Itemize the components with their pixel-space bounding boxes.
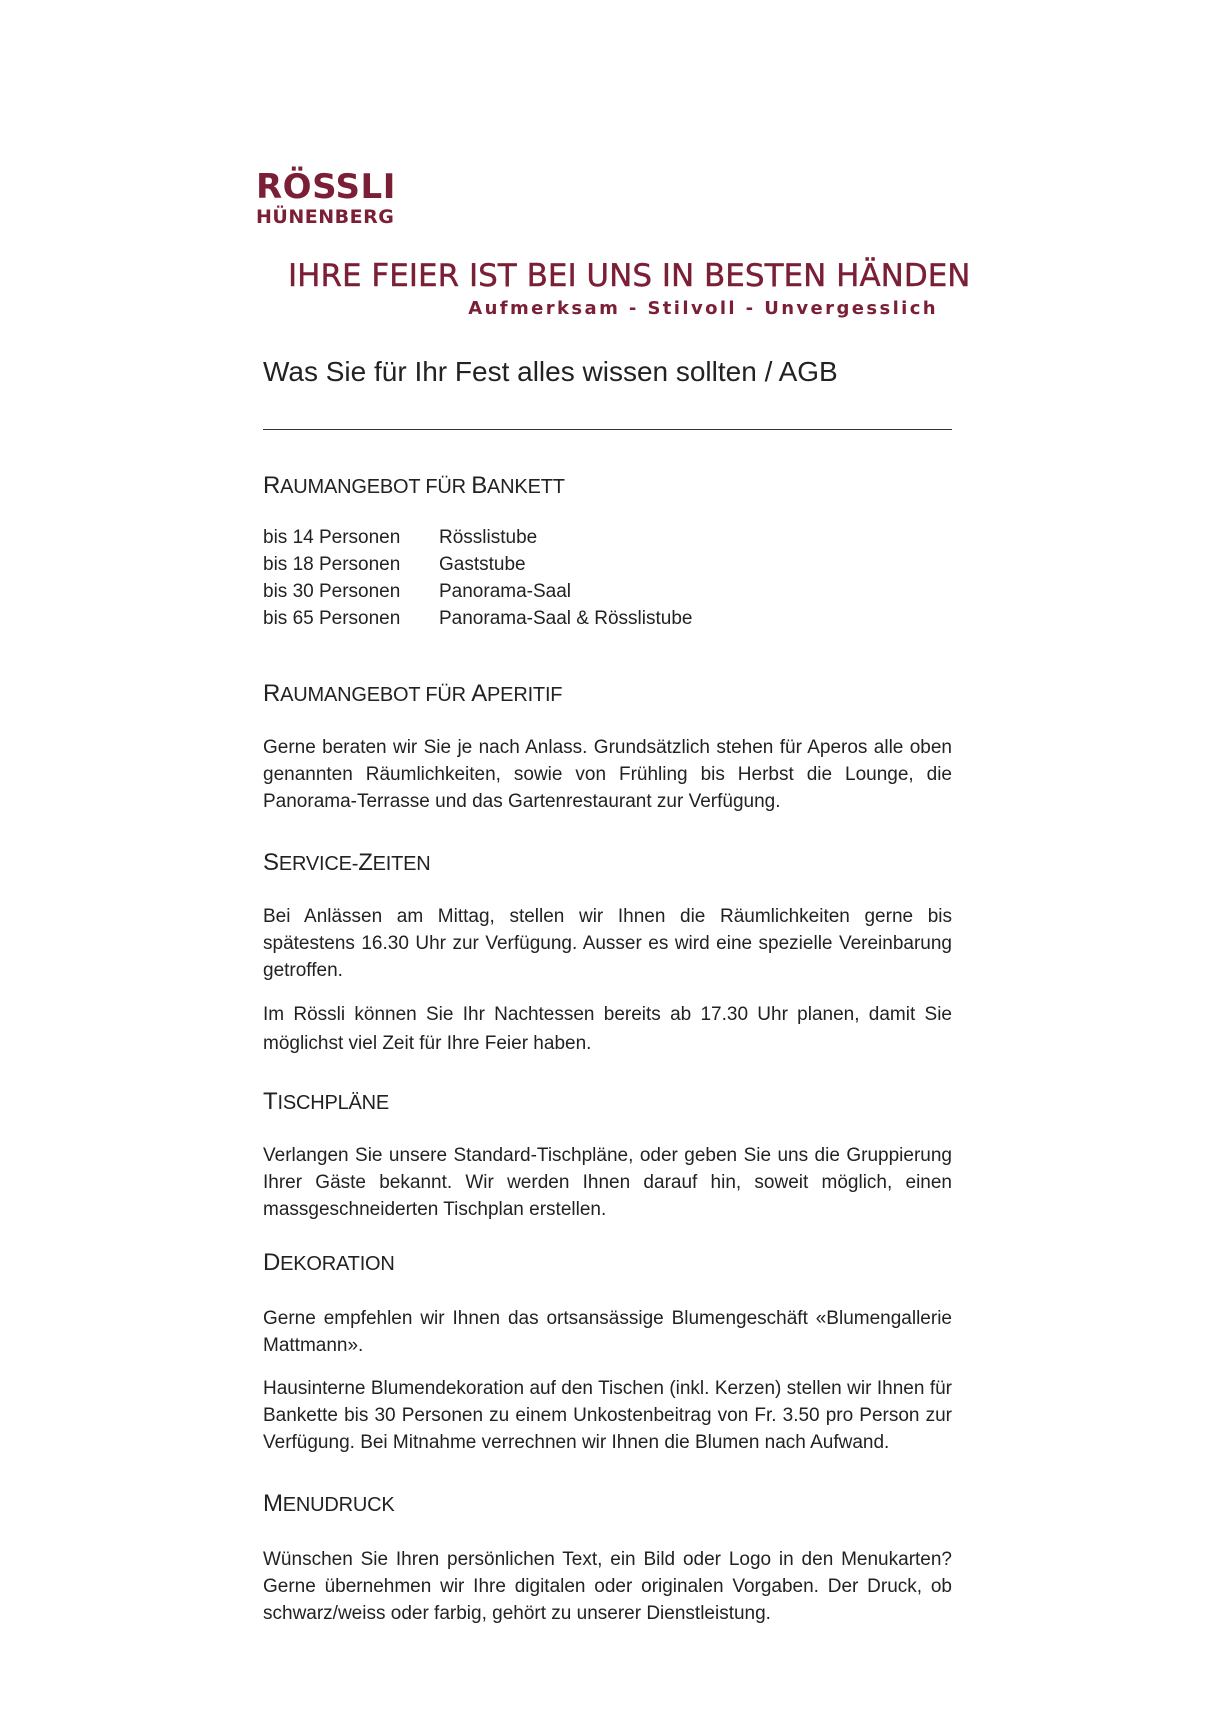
- tagline-sub: Aufmerksam - Stilvoll - Unvergesslich: [468, 298, 938, 319]
- room-persons: bis 30 Personen: [263, 580, 401, 602]
- heading-aperitif-rest1: AUMANGEBOT FÜR: [280, 683, 472, 706]
- service-text-2: Im Rössli können Sie Ihr Nachtessen bereits ab 17.30 Uhr planen, damit Sie möglichst viel Zeit für Ihre Feier haben.: [263, 1003, 952, 1054]
- heading-service-cap1: S: [263, 848, 279, 876]
- title-divider: [263, 429, 952, 430]
- heading-dekoration: [263, 1249, 952, 1277]
- heading-menudruck: [263, 1490, 952, 1518]
- roessli-logo: [256, 167, 396, 228]
- aperitif-text: Gerne beraten wir Sie je nach Anlass. Grundsätzlich stehen für Aperos alle oben genannten Räumlichkeiten, sowie von Frühling bis Herbst die Lounge, die Panorama-Terrasse und das Gartenrestaurant zur Verfügung.: [263, 736, 952, 812]
- room-persons: bis 65 Personen: [263, 607, 401, 629]
- heading-bankett-cap1: R: [263, 471, 281, 499]
- heading-tischplaene-rest1: ISCHPLÄNE: [277, 1091, 390, 1114]
- heading-bankett-rest1: AUMANGEBOT FÜR: [280, 475, 472, 498]
- heading-bankett-cap2: B: [471, 471, 488, 499]
- room-name: Panorama-Saal: [439, 580, 572, 602]
- table-row: [263, 524, 692, 551]
- heading-dekoration-cap1: D: [263, 1248, 281, 1276]
- table-row: [263, 605, 692, 632]
- heading-dekoration-rest1: EKORATION: [280, 1252, 395, 1275]
- tischplaene-text: Verlangen Sie unsere Standard-Tischpläne, oder geben Sie uns die Gruppierung Ihrer Gäste bekannt. Wir werden Ihnen darauf hin, soweit möglich, einen massgeschneiderten Tischplan erstellen.: [263, 1144, 952, 1220]
- logo-location: HÜNENBERG: [256, 206, 395, 228]
- heading-aperitif-cap2: A: [471, 679, 488, 707]
- content-column: [263, 355, 952, 1627]
- heading-aperitif-cap1: R: [263, 679, 281, 707]
- room-name: Rösslistube: [439, 526, 538, 548]
- heading-service-rest1: ERVICE-: [278, 852, 359, 875]
- tagline-main: IHRE FEIER IST BEI UNS IN BESTEN HÄNDEN: [288, 258, 971, 294]
- room-name: Gaststube: [439, 553, 526, 575]
- heading-aperitif: [263, 680, 952, 708]
- room-persons: bis 18 Personen: [263, 553, 401, 575]
- heading-service-cap2: Z: [358, 848, 373, 876]
- service-text-1: Bei Anlässen am Mittag, stellen wir Ihnen die Räumlichkeiten gerne bis spätestens 16.30 Uhr zur Verfügung. Ausser es wird eine spezielle Vereinbarung getroffen.: [263, 905, 952, 981]
- room-table: [263, 524, 692, 632]
- room-name: Panorama-Saal & Rösslistube: [439, 607, 693, 629]
- heading-tischplaene: [263, 1088, 952, 1116]
- heading-bankett: [263, 472, 952, 500]
- tagline: [288, 258, 971, 319]
- heading-aperitif-rest2: PERITIF: [487, 683, 563, 706]
- heading-service-rest2: EITEN: [372, 852, 431, 875]
- table-row: [263, 578, 692, 605]
- heading-bankett-rest2: ANKETT: [487, 475, 565, 498]
- table-row: [263, 551, 692, 578]
- room-persons: bis 14 Personen: [263, 526, 401, 548]
- document-title: Was Sie für Ihr Fest alles wissen sollten / AGB: [263, 356, 838, 387]
- heading-service: [263, 849, 952, 877]
- heading-menudruck-rest1: ENUDRUCK: [282, 1493, 395, 1516]
- logo-name: RÖSSLI: [256, 167, 396, 207]
- heading-menudruck-cap1: M: [263, 1489, 283, 1517]
- dekoration-text-2: Hausinterne Blumendekoration auf den Tischen (inkl. Kerzen) stellen wir Ihnen für Bankette bis 30 Personen zu einem Unkostenbeitrag von Fr. 3.50 pro Person zur Verfügung. Bei Mitnahme verrechnen wir Ihnen die Blumen nach Aufwand.: [263, 1377, 952, 1453]
- dekoration-text-1: Gerne empfehlen wir Ihnen das ortsansässige Blumengeschäft «Blumengallerie Mattmann».: [263, 1307, 952, 1356]
- menudruck-text: Wünschen Sie Ihren persönlichen Text, ein Bild oder Logo in den Menukarten? Gerne übernehmen wir Ihre digitalen oder originalen Vorgaben. Der Druck, ob schwarz/weiss oder farbig, gehört zu unserer Dienstleistung.: [263, 1548, 952, 1624]
- heading-tischplaene-cap1: T: [263, 1087, 278, 1115]
